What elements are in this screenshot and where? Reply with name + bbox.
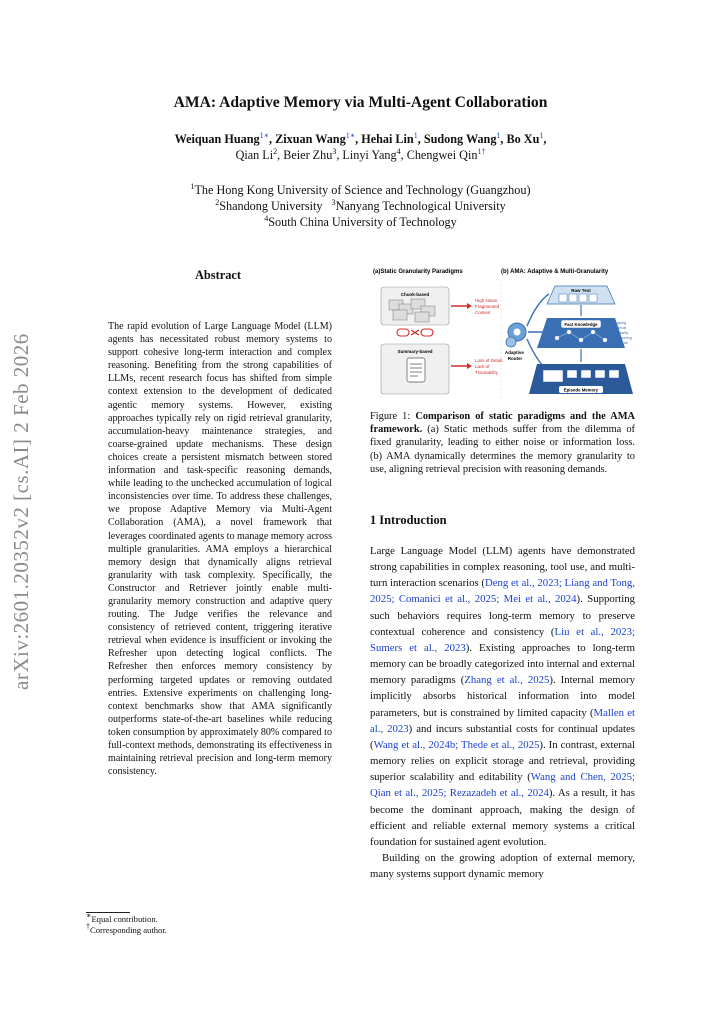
figure-label-b: (b) AMA: Adaptive & Multi-Granularity [501, 269, 609, 275]
figure-1-diagram [371, 262, 633, 402]
figure-1-caption: Figure 1: Comparison of static paradigms and the AMA framework. (a) Static methods suffer from the dilemma of fixed granularity, leading to either noise or information loss. (b) AMA dynamically determines the memory granularity to use, aligning retrieval precision with reasoning demands. [370, 411, 636, 475]
author: Qian Li$^2$, [235, 146, 284, 162]
footnote: †Corresponding author. [86, 922, 167, 935]
author: Sudong Wang$^1$, [423, 130, 507, 146]
author: Zixuan Wang$^{1∗}$, [275, 130, 362, 146]
episode-memory-label: Episode Memory [563, 387, 599, 393]
author: Beier Zhu$^3$, [283, 146, 343, 162]
arxiv-watermark: arXiv:2601.20352v2 [cs.AI] 2 Feb 2026 [9, 333, 33, 690]
author-list [60, 131, 661, 163]
abstract-heading: Abstract [194, 268, 242, 282]
citation-link[interactable]: Zhang et al., 2025 [464, 674, 550, 687]
chunk-based-label: Chunk-based [400, 292, 430, 297]
paper-title: AMA: Adaptive Memory via Multi-Agent Collaboration [173, 94, 548, 111]
author-line-1 [60, 131, 661, 147]
introduction-body [370, 543, 635, 882]
author: Hehai Lin$^1$, [361, 130, 424, 146]
scroll-document-icon [407, 358, 425, 382]
citation-link[interactable]: Deng et al., 2023; Liang and Tong, 2025; Comanici et al., 2025; Mei et al., 2024 [370, 577, 635, 606]
fact-knowledge-label: Fact Knowledge [564, 322, 598, 327]
chunk-issue-text: High Noise, Fragmented Context [475, 298, 500, 315]
citation-link[interactable]: Wang et al., 2024b; Thede et al., 2025 [373, 738, 540, 751]
affiliations [60, 182, 661, 230]
footnotes [86, 911, 167, 936]
summary-based-label: Summary-based [397, 349, 433, 354]
citation-link[interactable]: Wang and Chen, 2025; Qian et al., 2025; Rezazadeh et al., 2024 [370, 771, 635, 800]
summary-issue-text: Loss of Detail, Lack of Traceability [475, 358, 504, 375]
affiliation: $^4$South China University of Technology [264, 213, 457, 229]
footnote: ∗Equal contribution. [86, 911, 158, 924]
author: Weiquan Huang$^{1∗}$, [174, 130, 276, 146]
affiliation-row: $^2$Shandong University $^3$Nanyang Technological University [215, 197, 506, 213]
router-label: Adaptive Router [504, 350, 524, 361]
intro-paragraph-1: Large Language Model (LLM) agents have demonstrated strong capabilities in complex reasoning, tool use, and multi-turn interaction scenarios (Deng et al., 2023; Liang and Tong, 2025; Comanici et al., 2025; Mei et al., 2024). Supporting such behaviors requires long-term memory to preserve contextual coherence and consistency (Liu et al., 2023; Sumers et al., 2023). Existing approaches to long-term memory can be broadly categorized into internal and external memory paradigms (Zhang et al., 2025). Internal memory implicitly absorbs historical information into model parameters, but is constrained by limited capacity (Mallen et al., 2023) and incurs substantial costs for continual updates (Wang et al., 2024b; Thede et al., 2025). In contrast, external memory relies on explicit storage and retrieval, providing superior scalability and editability (Wang and Chen, 2025; Qian et al., 2025; Rezazadeh et al., 2024). As a result, it has become the dominant approach, making the design of efficient and reliable external memory systems a critical foundation for sustained agent evolution. [370, 545, 636, 848]
raw-text-label: Raw Text [571, 288, 591, 293]
footnote-rule [86, 912, 130, 913]
citation-link[interactable]: Liu et al., 2023; Sumers et al., 2023 [370, 625, 636, 654]
gear-icon [506, 323, 526, 347]
intro-paragraph-2: Building on the growing adoption of external memory, many systems support dynamic memory [370, 851, 635, 881]
author-line-2 [60, 147, 661, 163]
affiliation: $^1$The Hong Kong University of Science and Technology (Guangzhou) [190, 181, 531, 197]
figure-label-a: (a)Static Granularity Paradigms [373, 269, 463, 275]
broken-link-icon [397, 329, 433, 336]
section-heading-introduction: 1 Introduction [370, 513, 447, 527]
citation-link[interactable]: Mallen et al., 2023 [370, 706, 635, 735]
author: Chengwei Qin$^{1\dagger}$ [406, 146, 486, 162]
abstract-body: The rapid evolution of Large Language Model (LLM) agents has necessitated robust memory systems to support cohesive long-term interaction and complex reasoning. Benefiting from the strong capabilities of LLMs, recent research focus has shifted from simple context extension to the development of dedicated agentic memory systems. However, existing approaches typically rely on rigid retrieval granularity, accumulation-heavy maintenance strategies, and coarse-grained update mechanisms. These design choices create a persistent mismatch between stored information and task-specific reasoning demands, while leading to the unchecked accumulation of logical inconsistencies over time. To address these challenges, we propose Adaptive Memory via Multi-Agent Collaboration (AMA), a novel framework that leverages coordinated agents to manage memory across multiple granularities. AMA employs a hierarchical memory design that dynamically aligns retrieval granularity with task complexity. Specifically, the Constructor and Retriever jointly enable multi-granularity memory construction and adaptive query routing. The Judge verifies the relevance and consistency of retrieved content, triggering iterative retrieval when evidence is insufficient or invoking the Refresher upon detecting logical conflicts. The Refresher then enforces memory consistency by performing targeted updates or removing outdated entries. Extensive experiments on challenging long-context benchmarks show that AMA significantly outperforms state-of-the-art baselines while reducing token consumption by approximately 80% compared to full-context methods, demonstrating its effectiveness in maintaining retrieval precision and long-term memory consistency. [108, 321, 332, 778]
side-note-text: aligning retrieval granularity with reasoning demands [607, 321, 632, 345]
author: Bo Xu$^1$, [506, 130, 547, 146]
author: Linyi Yang$^4$, [342, 146, 407, 162]
